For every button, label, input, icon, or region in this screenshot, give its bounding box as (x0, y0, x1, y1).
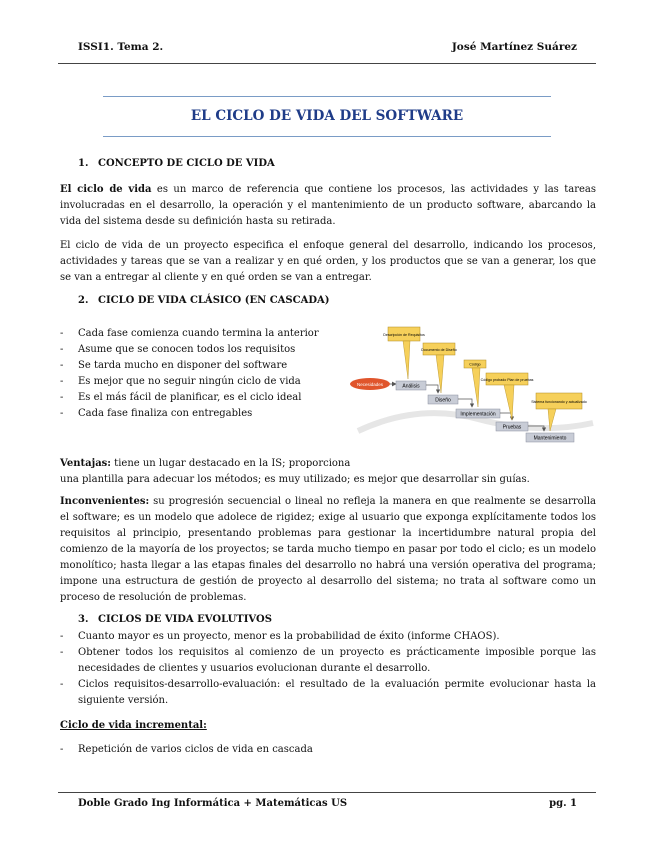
paragraph-inconvenientes (60, 494, 596, 606)
list-item: - Asume que se conocen todos los requisitos (60, 342, 350, 358)
list-item: - Cada fase finaliza con entregables (60, 406, 350, 422)
inconvenientes-text: su progresión secuencial o lineal no refleja la manera en que realmente se desarrolla el software; es un modelo que adolece de rigidez; exige al usuario que exponga explícitamente todos los requisitos al principio, presentando problemas para gestionar la incertidumbre natural propia del comienzo de la mayoría de los proyectos; se tarda mucho tiempo en pasar por todo el ciclo; es un modelo monolítico; hasta llegar a las etapas finales del desarrollo no habrá una versión operativa del programa; impone una estructura de gestión de proyecto al desarrollo del sistema; no trata al software como un proceso de resolución de problemas. (60, 496, 596, 603)
paragraph-ventajas (60, 456, 596, 488)
section-title: CICLOS DE VIDA EVOLUTIVOS (98, 614, 272, 625)
callout-requisitos (383, 327, 425, 379)
header-author: José Martínez Suárez (451, 41, 577, 53)
footer-rule (58, 792, 596, 793)
title-rule-bottom (103, 136, 551, 137)
section-3-heading (78, 614, 272, 625)
list-item: - Cada fase comienza cuando termina la anterior (60, 326, 350, 342)
section-title: CONCEPTO DE CICLO DE VIDA (98, 158, 275, 169)
phase-label: Análisis (402, 383, 420, 390)
title-rule-top (103, 96, 551, 97)
ventajas-label: Ventajas: (60, 458, 111, 469)
page-number: pg. 1 (549, 798, 577, 809)
phase-arrow (458, 399, 472, 407)
callout-label: Documento de Diseño (421, 348, 457, 352)
phase-label: Pruebas (502, 424, 522, 431)
inconvenientes-label: Inconvenientes: (60, 496, 150, 507)
list-item: - Se tarda mucho en disponer del software (60, 358, 350, 374)
subheading-incremental: Ciclo de vida incremental: (60, 720, 207, 731)
ventajas-text-line2: una plantilla para adecuar los métodos; es muy utilizado; es mejor que desarrollar sin guías. (60, 474, 530, 485)
header-left: ISSI1. Tema 2. (78, 41, 164, 53)
cascada-bullet-list (60, 326, 350, 422)
section-number: 3. (78, 614, 89, 625)
list-item: - Cuanto mayor es un proyecto, menor es la probabilidad de éxito (informe CHAOS). (60, 629, 596, 645)
paragraph-ciclo-proyecto: El ciclo de vida de un proyecto especifica el enfoque general del desarrollo, indicando los procesos, actividades y tareas que se van a realizar y en qué orden, y los productos que se van a generar, los que se van a entregar al cliente y en qué orden se van a entregar. (60, 240, 596, 283)
phase-label: Implementación (460, 411, 496, 418)
evolutivos-bullet-list (60, 629, 596, 709)
ventajas-text-line1: tiene un lugar destacado en la IS; proporciona (111, 458, 351, 469)
list-item: - Es mejor que no seguir ningún ciclo de vida (60, 374, 350, 390)
incremental-bullet-list (60, 742, 596, 758)
phase-arrow (426, 385, 438, 393)
list-item: - Obtener todos los requisitos al comienzo de un proyecto es prácticamente imposible porque las necesidades de clientes y usuarios evolucionan durante el desarrollo. (60, 645, 596, 677)
phase-arrow (500, 413, 512, 420)
list-item: - Repetición de varios ciclos de vida en cascada (60, 742, 596, 758)
callout-diseno (421, 343, 457, 393)
section-title: CICLO DE VIDA CLÁSICO (EN CASCADA) (98, 295, 330, 306)
section-number: 2. (78, 295, 89, 306)
list-item: - Ciclos requisitos-desarrollo-evaluación: el resultado de la evaluación permite evolucionar hasta la siguiente versión. (60, 677, 596, 709)
callout-codigo (464, 360, 486, 407)
callout-label: Descripción de Requisitos (383, 333, 425, 337)
callout-label: Sistema funcionando y actualizado (531, 400, 587, 404)
section-1-heading (78, 158, 275, 169)
paragraph-text: es un marco de referencia que contiene los procesos, las actividades y las tareas involucradas en el desarrollo, la operación y el mantenimiento de un producto software, abarcando la vida del sistema desde su definición hasta su retirada. (60, 184, 596, 227)
paragraph-ciclo-vida (60, 182, 596, 230)
callout-label: Código (469, 362, 481, 367)
phase-label: Diseño (435, 397, 451, 404)
waterfall-diagram (348, 323, 598, 443)
section-2-heading (78, 295, 330, 306)
list-item: - Es el más fácil de planificar, es el ciclo ideal (60, 390, 350, 406)
callout-label: Código probado Plan de pruebas (480, 378, 534, 382)
section-number: 1. (78, 158, 89, 169)
term-ciclo-de-vida: El ciclo de vida (60, 184, 152, 195)
header-rule (58, 63, 596, 64)
start-label: Necesidades (356, 382, 384, 387)
footer-left: Doble Grado Ing Informática + Matemáticas US (78, 798, 348, 809)
document-title: EL CICLO DE VIDA DEL SOFTWARE (190, 108, 464, 124)
phase-label: Mantenimiento (533, 435, 567, 442)
